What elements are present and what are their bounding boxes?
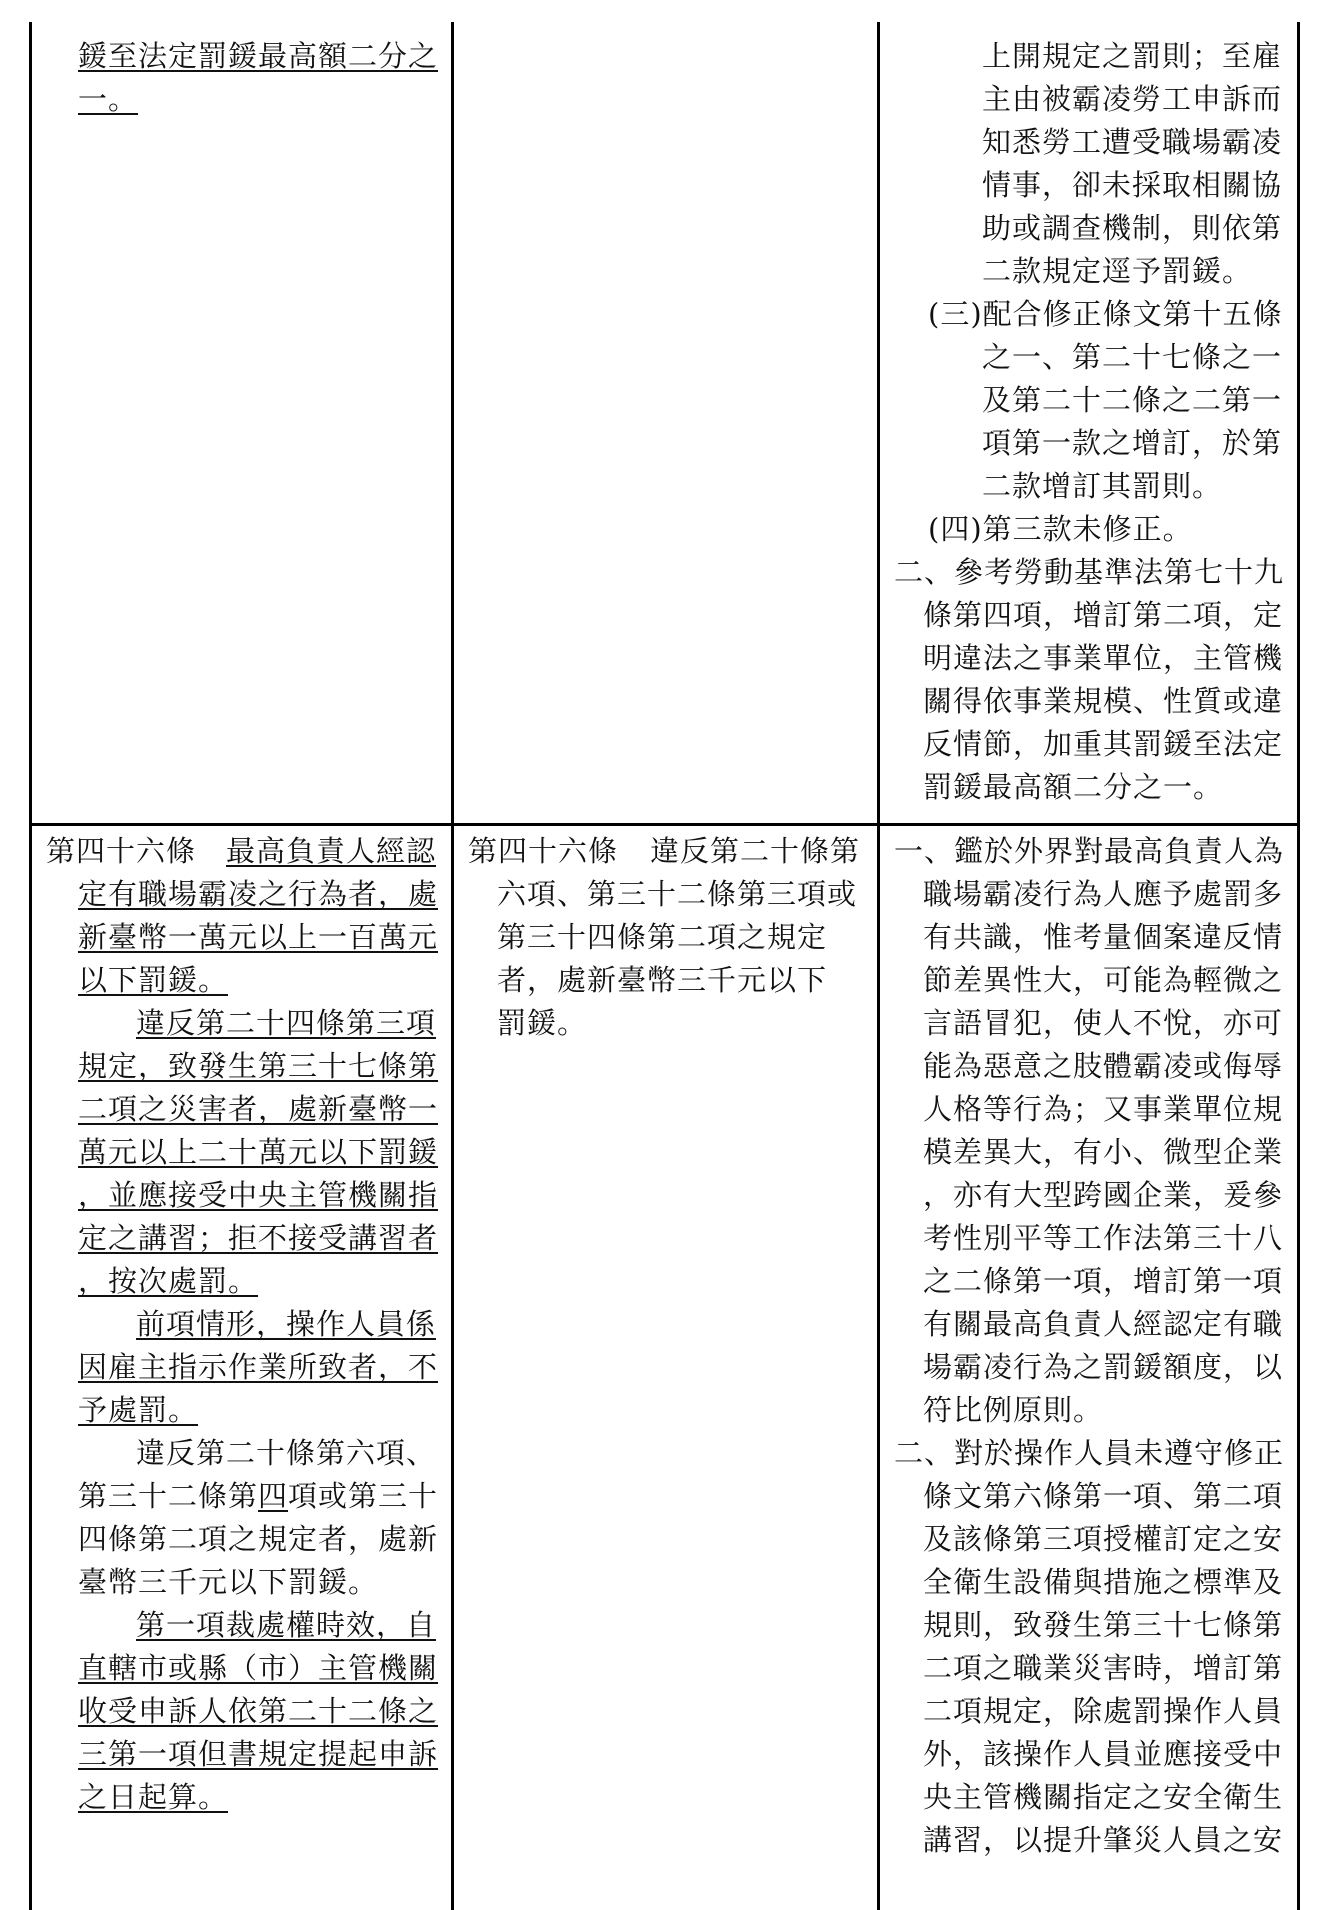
explanation-line: 知悉勞工遭受職場霸凌 [982, 125, 1283, 159]
amended-text-line: 以下罰鍰。 [78, 963, 229, 997]
explanation-line: 能為惡意之肢體霸凌或侮辱 [923, 1049, 1284, 1083]
explanation-line: 一、鑑於外界對最高負責人為 [894, 834, 1285, 868]
current-text-line: 者，處新臺幣三千元以下 [497, 963, 828, 997]
explanation-line: 條第四項，增訂第二項，定 [923, 598, 1284, 632]
amended-text-line: 予處罰。 [78, 1393, 199, 1427]
explanation-line: 節差異性大，可能為輕微之 [923, 963, 1284, 997]
amended-text-line: 定之講習；拒不接受講習者 [78, 1221, 439, 1255]
current-text-line: 違反第二十條第 [650, 834, 861, 868]
amended-text-line: 二項之災害者，處新臺幣一 [78, 1092, 439, 1126]
explanation-line: 反情節，加重其罰鍰至法定 [923, 727, 1284, 761]
explanation-line: 人格等行為；又事業單位規 [923, 1092, 1284, 1126]
explanation-line: 之二條第一項，增訂第一項 [923, 1264, 1284, 1298]
explanation-line: 及第二十二條之二第一 [982, 383, 1283, 417]
explanation-line: 言語冒犯，使人不悅，亦可 [923, 1006, 1284, 1040]
explanation-line: 條文第六條第一項、第二項 [923, 1479, 1284, 1513]
current-text-line: 罰鍰。 [497, 1006, 588, 1040]
explanation-line: 有共識，惟考量個案違反情 [923, 920, 1284, 954]
explanation-line: 職場霸凌行為人應予處罰多 [923, 877, 1284, 911]
current-text-line: 六項、第三十二條第三項或 [497, 877, 858, 911]
amended-text-segment: 第三十二條第 [78, 1479, 259, 1513]
row1-col3-cell [880, 30, 1297, 820]
amended-text-line: 因雇主指示作業所致者，不 [78, 1350, 439, 1384]
explanation-line: 罰鍰最高額二分之一。 [923, 770, 1224, 804]
explanation-line: 二款增訂其罰則。 [982, 469, 1223, 503]
amended-text-segment: 四 [258, 1479, 289, 1513]
current-text-line: 第三十四條第二項之規定 [497, 920, 828, 954]
explanation-line: 外，該操作人員並應接受中 [923, 1737, 1284, 1771]
amended-text-line: 違反第二十四條第三項 [136, 1006, 437, 1040]
amended-text-line: 新臺幣一萬元以上一百萬元 [78, 920, 439, 954]
explanation-line: 講習，以提升肇災人員之安 [923, 1823, 1284, 1857]
table-border-right [1297, 22, 1300, 1910]
amended-text-line: 臺幣三千元以下罰鍰。 [78, 1565, 379, 1599]
row1-col1-cell [32, 30, 451, 820]
explanation-line: 符比例原則。 [923, 1393, 1104, 1427]
amended-text-line: 一。 [78, 82, 139, 116]
explanation-line: 明違法之事業單位，主管機 [923, 641, 1284, 675]
amended-text-line: 三第一項但書規定提起申訴 [78, 1737, 439, 1771]
explanation-line: 有關最高負責人經認定有職 [923, 1307, 1284, 1341]
explanation-line: 關得依事業規模、性質或違 [923, 684, 1284, 718]
explanation-line: (三)配合修正條文第十五條 [928, 297, 1283, 331]
row1-col2-cell [454, 30, 877, 820]
explanation-line: 場霸凌行為之罰鍰額度，以 [923, 1350, 1284, 1384]
explanation-line: 二、參考勞動基準法第七十九 [894, 555, 1285, 589]
amended-text-line: 最高負責人經認 [226, 834, 437, 868]
amended-text-line: 之日起算。 [78, 1780, 229, 1814]
row2-col2-cell [454, 826, 877, 1910]
amended-text-line: 規定，致發生第三十七條第 [78, 1049, 439, 1083]
explanation-line: 二項規定，除處罰操作人員 [923, 1694, 1284, 1728]
explanation-line: 模差異大，有小、微型企業 [923, 1135, 1284, 1169]
amended-text-line: 第一項裁處權時效，自 [136, 1608, 437, 1642]
amended-text-line: 直轄市或縣（市）主管機關 [78, 1651, 439, 1685]
explanation-line: 情事，卻未採取相關協 [982, 168, 1283, 202]
amended-text-line: ，並應接受中央主管機關指 [78, 1178, 439, 1212]
explanation-line: 二、對於操作人員未遵守修正 [894, 1436, 1285, 1470]
explanation-line: (四)第三款未修正。 [928, 512, 1193, 546]
row2-col1-cell [32, 826, 451, 1910]
explanation-line: 考性別平等工作法第三十八 [923, 1221, 1284, 1255]
explanation-line: 助或調查機制，則依第 [982, 211, 1283, 245]
explanation-line: 全衛生設備與措施之標準及 [923, 1565, 1284, 1599]
amended-text-line: 四條第二項之規定者，處新 [78, 1522, 439, 1556]
amended-text-line: 定有職場霸凌之行為者，處 [78, 877, 439, 911]
explanation-line: 上開規定之罰則；至雇 [982, 39, 1283, 73]
explanation-line: 央主管機關指定之安全衛生 [923, 1780, 1284, 1814]
explanation-line: 及該條第三項授權訂定之安 [923, 1522, 1284, 1556]
explanation-line: 規則，致發生第三十七條第 [923, 1608, 1284, 1642]
article-number: 第四十六條 [46, 834, 197, 868]
amended-text-line: 違反第二十條第六項、 [136, 1436, 437, 1470]
explanation-line: 二款規定逕予罰鍰。 [982, 254, 1253, 288]
explanation-line: 項第一款之增訂，於第 [982, 426, 1283, 460]
explanation-line: 主由被霸凌勞工申訴而 [982, 82, 1283, 116]
amended-text-line: 鍰至法定罰鍰最高額二分之 [78, 39, 439, 73]
explanation-line: 二項之職業災害時，增訂第 [923, 1651, 1284, 1685]
amended-text-line: 收受申訴人依第二十二條之 [78, 1694, 439, 1728]
explanation-line: ，亦有大型跨國企業，爰參 [923, 1178, 1284, 1212]
amended-text-line: 萬元以上二十萬元以下罰鍰 [78, 1135, 439, 1169]
article-number: 第四十六條 [468, 834, 619, 868]
row2-col3-cell [880, 826, 1297, 1910]
amended-text-line: 前項情形，操作人員係 [136, 1307, 437, 1341]
amended-text-line [78, 1475, 438, 1518]
amended-text-line: ，按次處罰。 [78, 1264, 259, 1298]
explanation-line: 之一、第二十七條之一 [982, 340, 1283, 374]
amended-text-segment: 項或第三十 [288, 1479, 439, 1513]
